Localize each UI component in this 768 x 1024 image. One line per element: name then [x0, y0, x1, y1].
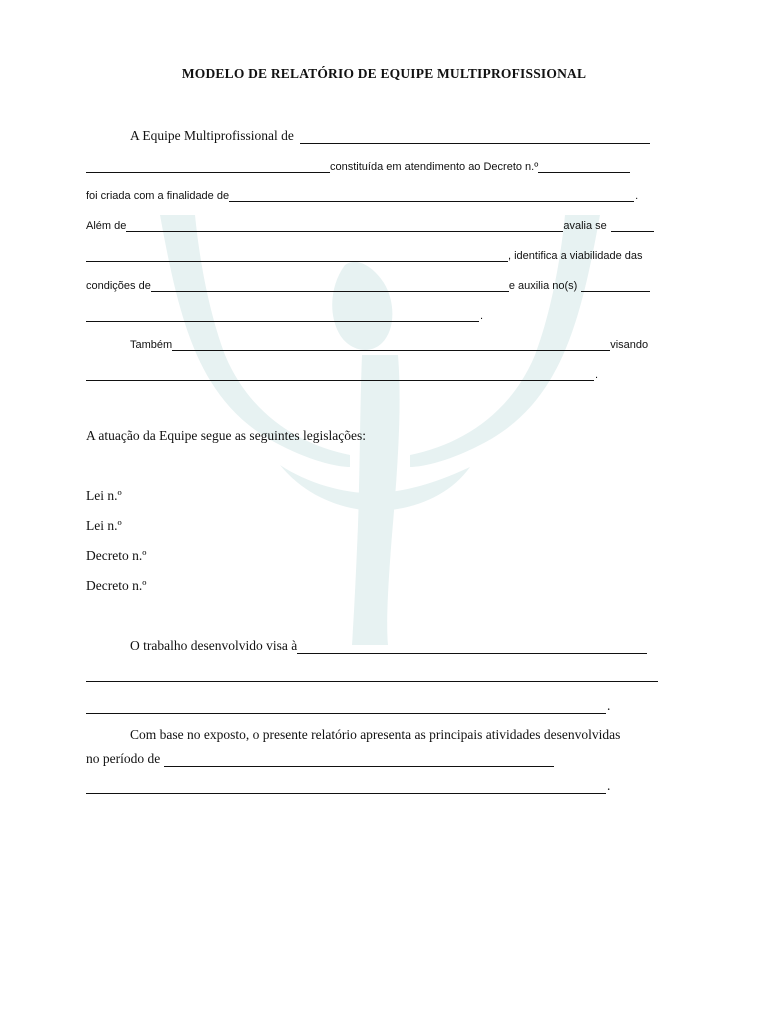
legislation-intro: A atuação da Equipe segue as seguintes legislações:	[86, 428, 367, 443]
p1-line-4	[86, 220, 654, 232]
p1-line-5	[86, 250, 643, 262]
p1-line-6-start: condições de	[86, 280, 151, 292]
fill-blank[interactable]	[126, 221, 563, 232]
p2-line-1-end: visando	[610, 339, 649, 351]
fill-blank[interactable]	[611, 221, 654, 232]
period: .	[595, 369, 599, 381]
p1-line-2	[86, 161, 630, 173]
fill-blank[interactable]	[172, 340, 610, 351]
fill-blank[interactable]	[86, 370, 594, 381]
p4-line-2-text: no período de	[86, 751, 161, 766]
period: .	[480, 310, 484, 322]
fill-blank[interactable]	[229, 191, 634, 202]
fill-blank[interactable]	[538, 162, 630, 173]
p1-line-7	[86, 310, 483, 322]
p3-line-1-text: O trabalho desenvolvido visa à	[130, 638, 298, 653]
fill-blank[interactable]	[86, 311, 479, 322]
p1-line-6	[86, 280, 650, 292]
p4-line-2	[86, 751, 554, 767]
p1-line-1	[130, 128, 650, 144]
fill-blank[interactable]	[300, 133, 650, 144]
period: .	[635, 190, 639, 202]
p3-line-1	[130, 638, 647, 654]
p3-line-3	[86, 698, 610, 714]
fill-blank[interactable]	[581, 281, 650, 292]
legislation-item: Lei n.º	[86, 488, 122, 503]
period: .	[607, 778, 611, 793]
p2-line-1	[130, 339, 648, 351]
p3-line-2	[86, 671, 658, 682]
fill-blank[interactable]	[86, 162, 330, 173]
legislation-item: Decreto n.º	[86, 578, 147, 593]
fill-blank[interactable]	[151, 281, 509, 292]
p2-line-1-start: Também	[130, 339, 173, 351]
p1-line-4-start: Além de	[86, 220, 127, 232]
fill-blank[interactable]	[297, 643, 647, 654]
fill-blank[interactable]	[86, 703, 606, 714]
legislation-item: Decreto n.º	[86, 548, 147, 563]
p1-line-5-text: , identifica a viabilidade das	[508, 250, 643, 262]
p1-line-4-end: avalia se	[563, 220, 607, 232]
document-title: MODELO DE RELATÓRIO DE EQUIPE MULTIPROFISSIONAL	[181, 66, 587, 81]
period: .	[607, 698, 611, 713]
fill-blank[interactable]	[86, 671, 658, 682]
p4-line-1: Com base no exposto, o presente relatório apresenta as principais atividades desenvolvidas	[130, 727, 621, 742]
p4-line-3	[86, 778, 610, 794]
fill-blank[interactable]	[86, 251, 508, 262]
p1-line-2-text: constituída em atendimento ao Decreto n.º	[330, 161, 539, 173]
p2-line-2	[86, 369, 598, 381]
p1-line-6-end: e auxilia no(s)	[508, 280, 578, 292]
p1-line-3-text: foi criada com a finalidade de	[86, 190, 230, 202]
legislation-item: Lei n.º	[86, 518, 122, 533]
fill-blank[interactable]	[86, 783, 606, 794]
p1-line-1-text: A Equipe Multiprofissional de	[130, 128, 294, 143]
p1-line-3	[86, 190, 638, 202]
fill-blank[interactable]	[164, 756, 554, 767]
